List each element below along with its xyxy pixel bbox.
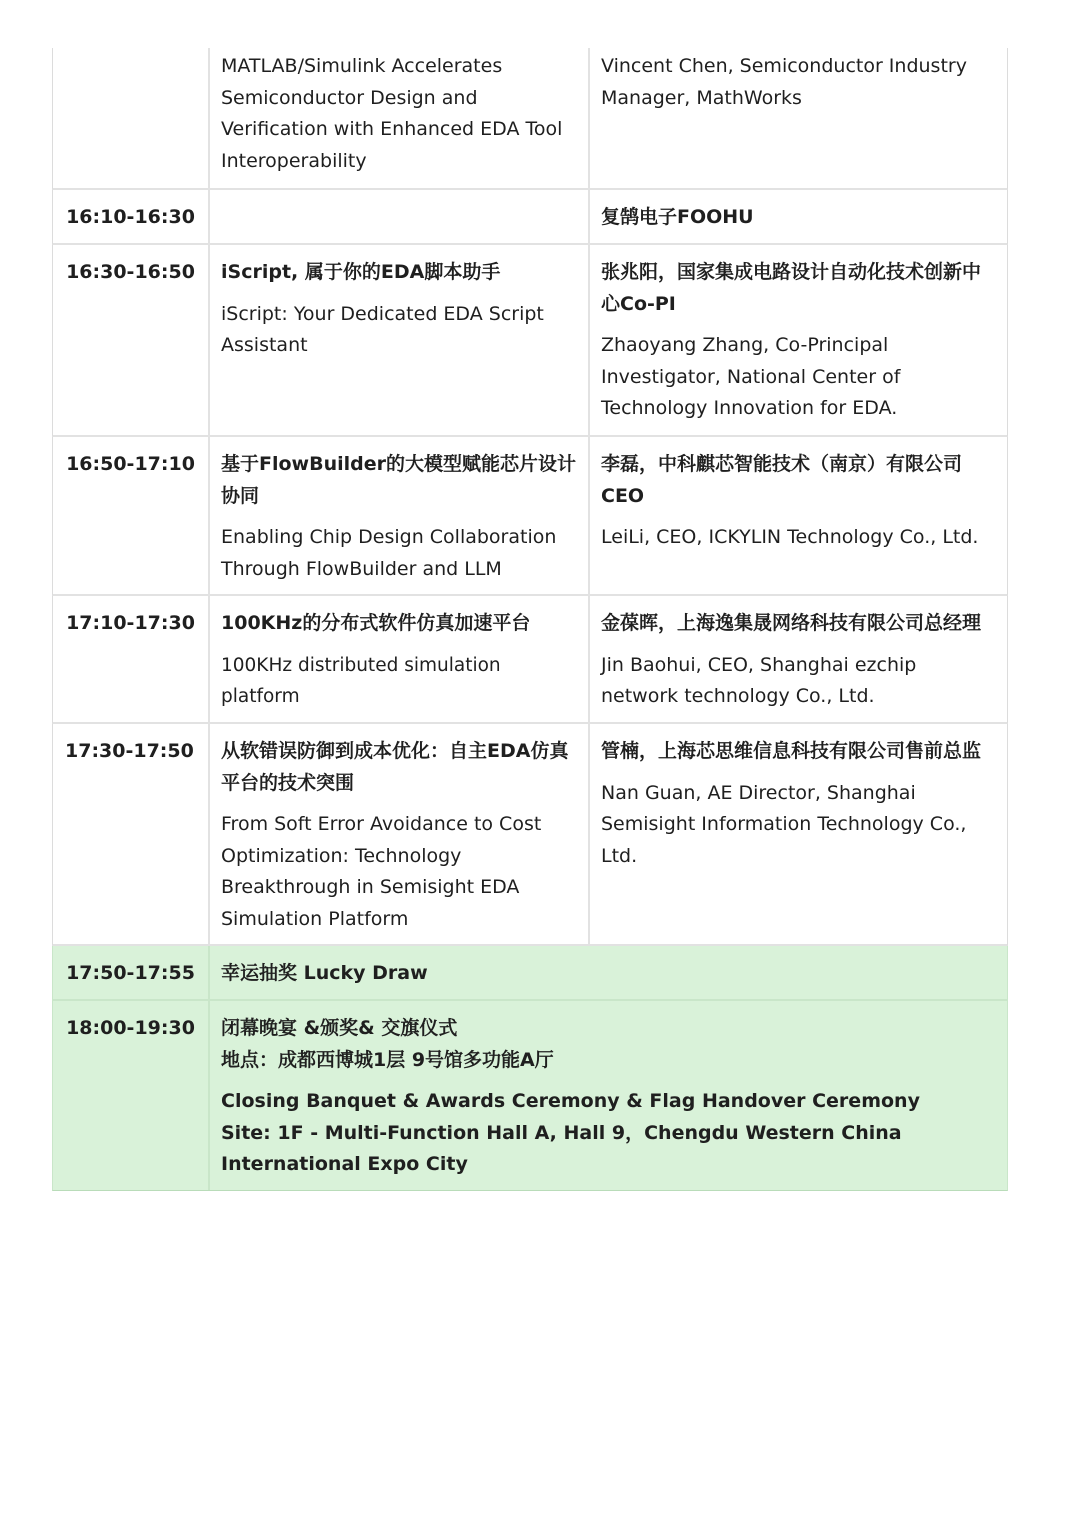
event-title: 幸运抽奖 Lucky Draw <box>221 962 428 984</box>
topic-cell <box>210 48 590 188</box>
speaker-en: Zhaoyang Zhang, Co-Principal Investigator, National Center of Technology Innovation for EDA. <box>601 334 901 419</box>
topic-cell <box>210 724 590 944</box>
speaker-cell <box>590 596 1007 722</box>
time-cell: 18:00-19:30 <box>53 1001 210 1190</box>
speaker-en: Vincent Chen, Semiconductor Industry Manager, MathWorks <box>601 55 967 109</box>
table-row <box>52 437 1008 596</box>
topic-cell <box>210 596 590 722</box>
time-cell <box>53 48 210 188</box>
table-row <box>52 724 1008 946</box>
table-row <box>52 245 1008 437</box>
topic-zh: 基于FlowBuilder的大模型赋能芯片设计协同 <box>221 453 576 507</box>
time-cell: 17:50-17:55 <box>53 946 210 999</box>
speaker-cell <box>590 724 1007 944</box>
table-row <box>52 946 1008 1001</box>
agenda-table <box>52 48 1008 1191</box>
time-cell: 16:50-17:10 <box>53 437 210 594</box>
table-row <box>52 190 1008 245</box>
speaker-zh: 管楠，上海芯思维信息科技有限公司售前总监 <box>601 740 982 762</box>
topic-en: MATLAB/Simulink Accelerates Semiconductor Design and Verification with Enhanced EDA Tool Interoperability <box>221 55 563 172</box>
topic-en: iScript: Your Dedicated EDA Script Assistant <box>221 302 544 356</box>
topic-cell <box>210 437 590 594</box>
speaker-cell <box>590 190 1007 243</box>
topic-cell <box>210 190 590 243</box>
event-cell <box>210 946 1007 999</box>
event-cell <box>210 1001 1007 1190</box>
speaker-cell <box>590 245 1007 435</box>
topic-cell <box>210 245 590 435</box>
time-cell: 17:30-17:50 <box>53 724 210 944</box>
topic-en: 100KHz distributed simulation platform <box>221 654 501 707</box>
speaker-zh: 张兆阳，国家集成电路设计自动化技术创新中心Co-PI <box>601 261 982 315</box>
event-title-zh: 闭幕晚宴 &颁奖& 交旗仪式 <box>221 1017 458 1039</box>
speaker-en: Jin Baohui, CEO, Shanghai ezchip network technology Co., Ltd. <box>601 653 917 707</box>
topic-zh: iScript, 属于你的EDA脚本助手 <box>221 261 501 283</box>
table-row <box>52 596 1008 724</box>
speaker-cell <box>590 48 1007 188</box>
topic-zh: 从软错误防御到成本优化：自主EDA仿真平台的技术突围 <box>221 740 569 794</box>
time-cell: 16:10-16:30 <box>53 190 210 243</box>
topic-zh: 100KHz的分布式软件仿真加速平台 <box>221 612 531 634</box>
speaker-zh: 李磊，中科麒芯智能技术（南京）有限公司CEO <box>601 453 963 507</box>
speaker-cell <box>590 437 1007 594</box>
topic-en: Enabling Chip Design Collaboration Through FlowBuilder and LLM <box>221 526 557 580</box>
time-cell: 17:10-17:30 <box>53 596 210 722</box>
event-site-en: Site: 1F - Multi-Function Hall A, Hall 9，Chengdu Western China International Expo City <box>221 1121 902 1175</box>
speaker-en: Nan Guan, AE Director, Shanghai Semisight Information Technology Co., Ltd. <box>601 781 967 867</box>
topic-en: From Soft Error Avoidance to Cost Optimization: Technology Breakthrough in Semisight EDA Simulation Platform <box>221 813 542 930</box>
table-row <box>52 48 1008 190</box>
speaker-zh: 复鹄电子FOOHU <box>601 206 754 228</box>
event-site-zh: 地点：成都西博城1层 9号馆多功能A厅 <box>221 1048 554 1071</box>
speaker-zh: 金葆晖，上海逸集晟网络科技有限公司总经理 <box>601 612 982 634</box>
speaker-en: LeiLi, CEO, ICKYLIN Technology Co., Ltd. <box>601 526 979 548</box>
event-title-en: Closing Banquet & Awards Ceremony & Flag Handover Ceremony <box>221 1090 920 1112</box>
table-row <box>52 1001 1008 1191</box>
time-cell: 16:30-16:50 <box>53 245 210 435</box>
